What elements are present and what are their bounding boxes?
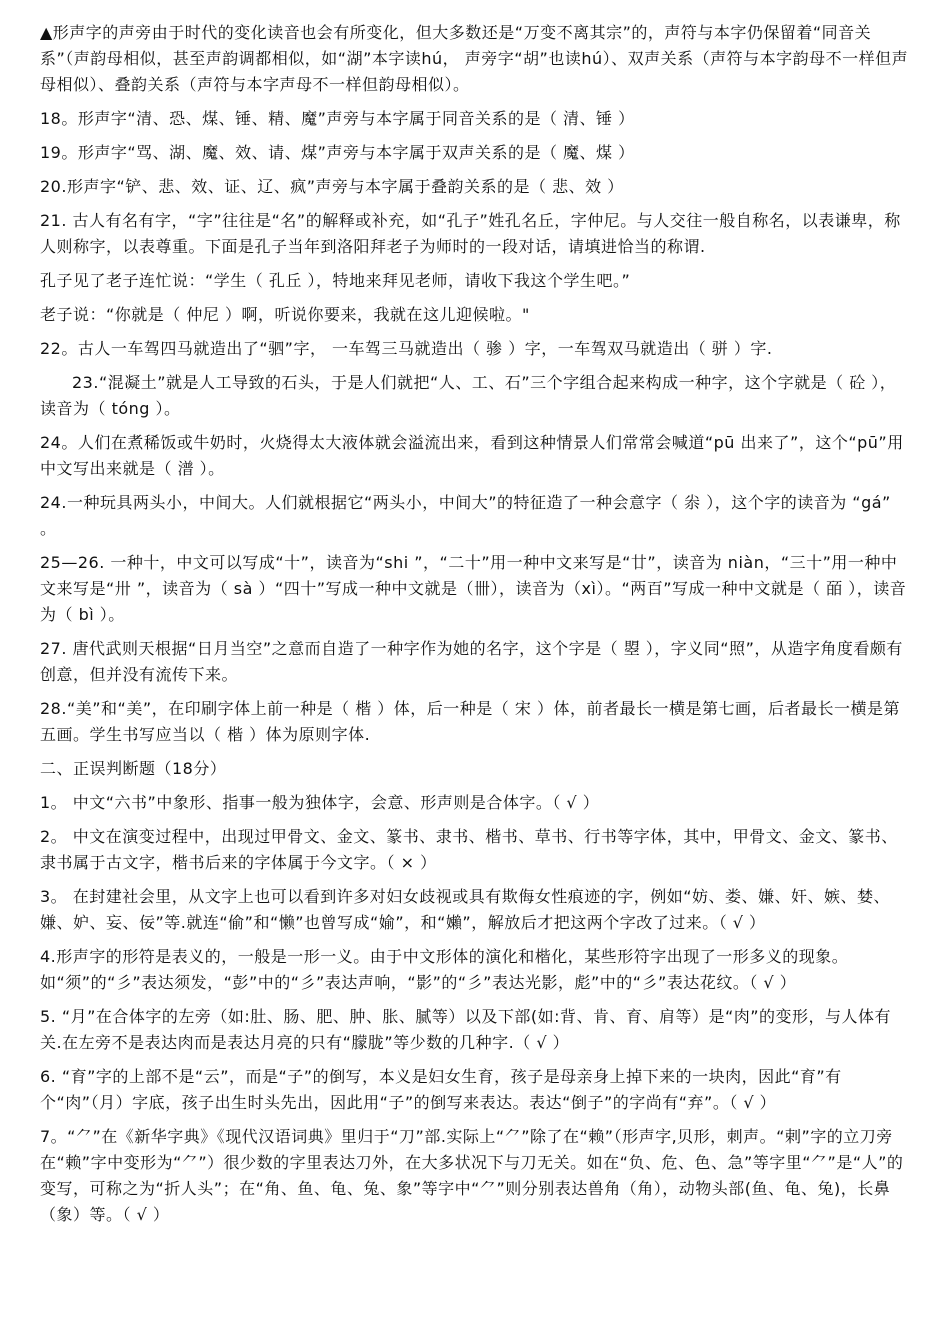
document-page — [40, 20, 910, 1236]
question-22: 22。古人一车驾四马就造出了“驷”字， 一车驾三马就造出（ 骖 ）字，一车驾双马就造出（ 骈 ）字. — [40, 339, 773, 358]
question-23: 23.“混凝土”就是人工导致的石头，于是人们就把“人、工、石”三个字组合起来构成一种字，这个字就是（ 砼 ），读音为（ tóng ）。 — [40, 373, 897, 418]
question-21-dialogue-laozi: 老子说：“你就是（ 仲尼 ）啊，听说你要来，我就在这儿迎候啦。" — [40, 305, 530, 324]
question-24b: 24.一种玩具两头小，中间大。人们就根据它“两头小，中间大”的特征造了一种会意字（ 尜 ），这个字的读音为 “gá” 。 — [40, 493, 891, 538]
judgment-5: 5. “月”在合体字的左旁（如:肚、肠、肥、肿、胀、腻等）以及下部(如:背、肯、育、肩等）是“肉”的变形，与人体有关.在左旁不是表达肉而是表达月亮的只有“朦胧”等少数的几种字.（ √ ） — [40, 1007, 892, 1052]
judgment-4: 4.形声字的形符是表义的，一般是一形一义。由于中文形体的演化和楷化，某些形符字出现了一形多义的现象。 如“须”的“彡”表达须发，“彭”中的“彡”表达声响，“影”的“彡”表达光影，彪”中的“彡”表达花纹。（ √ ） — [40, 947, 849, 992]
judgment-3: 3。 在封建社会里，从文字上也可以看到许多对妇女歧视或具有欺侮女性痕迹的字，例如“妨、娄、嫌、奸、嫉、婪、嫌、妒、妄、佞”等.就连“偷”和“懒”也曾写成“媮”，和“嬾”，解放后才把这两个字改了过来。（ √ ） — [40, 887, 891, 932]
question-19: 19。形声字“骂、湖、魔、效、请、煤”声旁与本字属于双声关系的是（ 魔、煤 ） — [40, 143, 635, 162]
question-25-26: 25—26. 一种十，中文可以写成“十”，读音为“shi ”，“二十”用一种中文来写是“廿”，读音为 niàn，“三十”用一种中文来写是“卅 ”，读音为（ sà ）“四十”写成一种中文就是（卌），读音为（xì）。“两百”写成一种中文就是（ 皕 ），读音为（ bì ）。 — [40, 553, 907, 624]
question-24: 24。人们在煮稀饭或牛奶时，火烧得太大液体就会溢流出来，看到这种情景人们常常会喊道“pū 出来了”，这个“pū”用中文写出来就是（ 潽 ）。 — [40, 433, 904, 478]
section-heading-true-false: 二、正误判断题（18分） — [40, 759, 227, 778]
question-27: 27. 唐代武则天根据“日月当空”之意而自造了一种字作为她的名字，这个字是（ 曌 ），字义同“照”，从造字角度看颇有创意，但并没有流传下来。 — [40, 639, 903, 684]
question-28: 28.“美”和“美”，在印刷字体上前一种是（ 楷 ）体，后一种是（ 宋 ）体，前者最长一横是第七画，后者最长一横是第五画。学生书写应当以（ 楷 ）体为原则字体. — [40, 699, 900, 744]
question-21: 21. 古人有名有字，“字”往往是“名”的解释或补充，如“孔子”姓孔名丘，字仲尼。与人交往一般自称名，以表谦卑，称人则称字，以表尊重。下面是孔子当年到洛阳拜老子为师时的一段对话，请填进恰当的称谓. — [40, 211, 901, 256]
question-21-dialogue-kongzi: 孔子见了老子连忙说：“学生（ 孔丘 ），特地来拜见老师，请收下我这个学生吧。” — [40, 271, 631, 290]
intro-paragraph: ▲形声字的声旁由于时代的变化读音也会有所变化，但大多数还是“万变不离其宗”的，声符与本字仍保留着“同音关系”（声韵母相似，甚至声韵调都相似，如“湖”本字读hú， 声旁字“胡”也读hú）、双声关系（声符与本字韵母不一样但声母相似）、叠韵关系（声符与本字声母不一样但韵母相似）。 — [40, 23, 909, 94]
question-18: 18。形声字“清、恐、煤、锤、精、魔”声旁与本字属于同音关系的是（ 清、锤 ） — [40, 109, 635, 128]
judgment-7: 7。“⺈”在《新华字典》《现代汉语词典》里归于“刀”部.实际上“⺈”除了在“赖”（形声字,贝形，刺声。“剌”字的立刀旁在“赖”字中变形为“⺈”）很少数的字里表达刀外，在大多状况下与刀无关。如在“负、危、色、急”等字里“⺈”是“人”的变写，可称之为“折人头”；在“角、鱼、龟、兔、象”等字中“⺈”则分别表达兽角（角），动物头部(鱼、龟、兔)，长鼻（象）等。（ √ ） — [40, 1127, 904, 1224]
judgment-1: 1。 中文“六书”中象形、指事一般为独体字，会意、形声则是合体字。（ √ ） — [40, 793, 600, 812]
question-20: 20.形声字“铲、悲、效、证、辽、疯”声旁与本字属于叠韵关系的是（ 悲、效 ） — [40, 177, 624, 196]
judgment-6: 6. “育”字的上部不是“云”，而是“子”的倒写，本义是妇女生育，孩子是母亲身上掉下来的一块肉，因此“育”有个“肉”（月）字底，孩子出生时头先出，因此用“子”的倒写来表达。表达“倒子”的字尚有“弃”。（ √ ） — [40, 1067, 842, 1112]
judgment-2: 2。 中文在演变过程中，出现过甲骨文、金文、篆书、隶书、楷书、草书、行书等字体，其中，甲骨文、金文、篆书、隶书属于古文字，楷书后来的字体属于今文字。（ × ） — [40, 827, 898, 872]
